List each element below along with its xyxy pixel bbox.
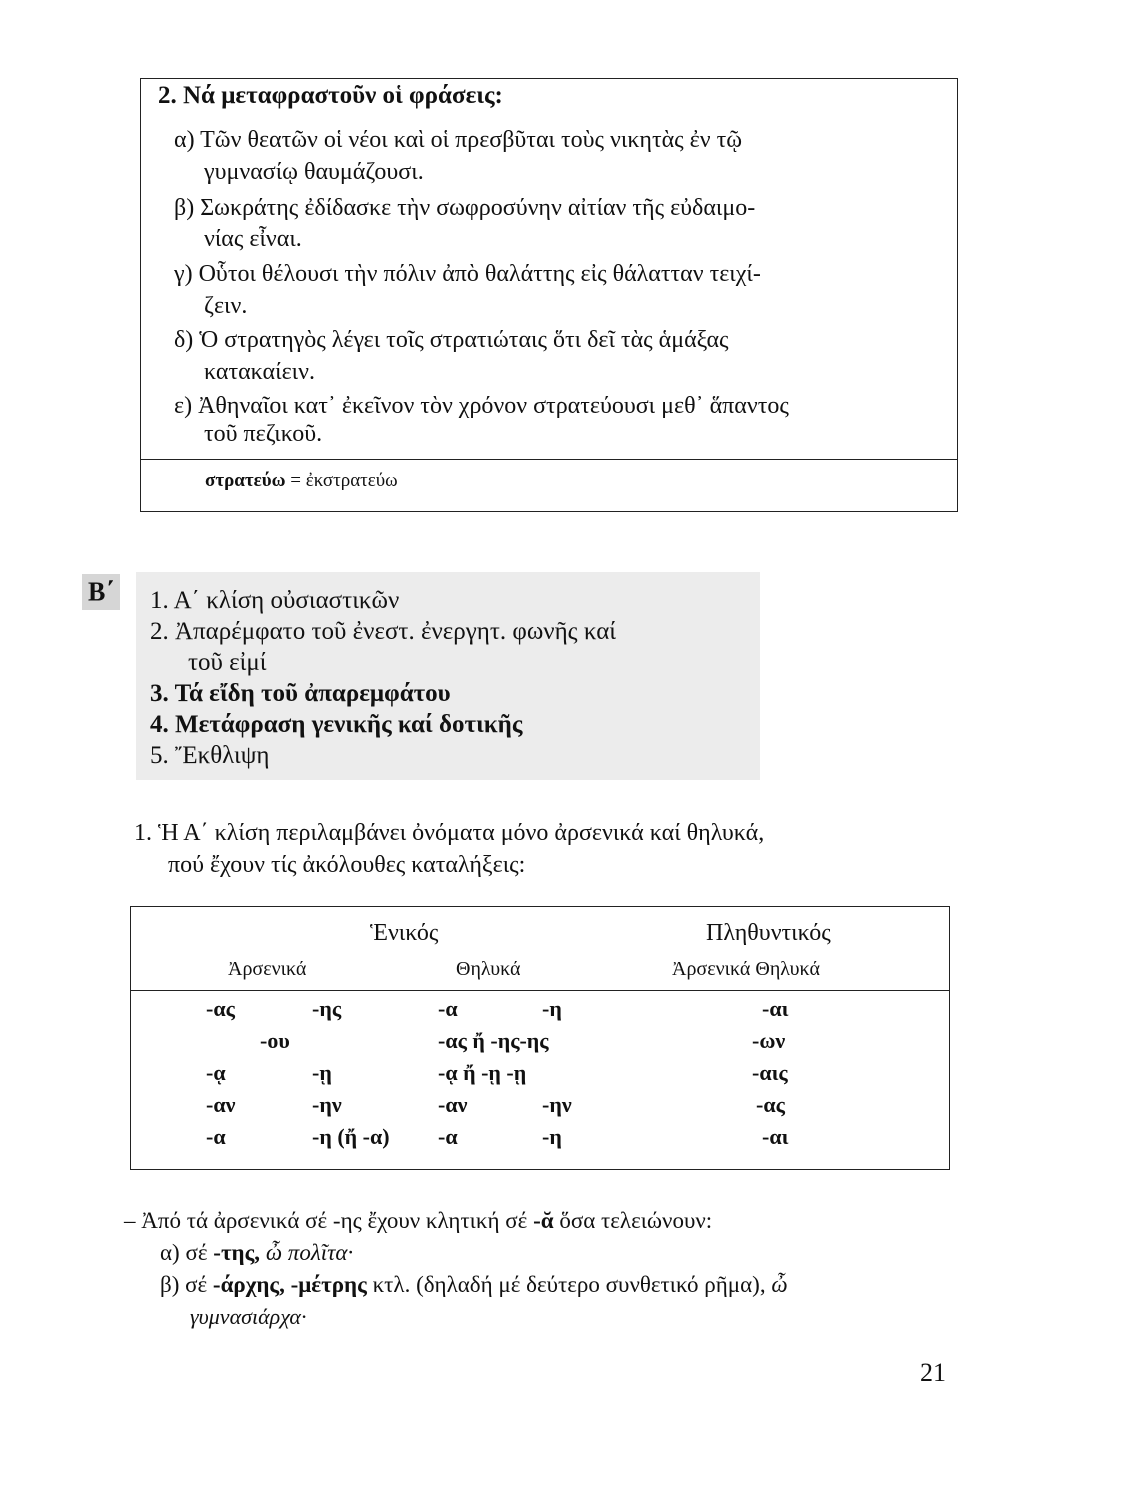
toc-number: 1.: [150, 587, 169, 614]
item-ending: -της,: [213, 1240, 261, 1265]
table-cell: -αν: [438, 1092, 468, 1117]
header-singular-masculine: Ἀρσενικά: [228, 958, 307, 980]
exercise-line: α) Τῶν θεατῶν οἱ νέοι καὶ οἱ πρεσβῦται τοὺς νικητὰς ἐν τῷ: [174, 127, 743, 153]
toc-number: 3.: [150, 680, 169, 707]
toc-item: [188, 648, 267, 678]
rule-ending: -ᾰ: [533, 1208, 554, 1233]
header-plural-both: Ἀρσενικά Θηλυκά: [672, 958, 820, 980]
item-ending: -άρχης, -μέτρης: [212, 1272, 367, 1297]
rule-text: – Ἀπό τά ἀρσενικά σέ -ης ἔχουν κλητική σέ: [124, 1208, 534, 1233]
exercise-divider: [140, 459, 958, 460]
rule-item-a: [160, 1240, 353, 1266]
table-cell: -η: [542, 996, 562, 1021]
section-b-marker: Β΄: [82, 574, 120, 610]
toc-item: [150, 679, 451, 709]
header-plural: Πληθυντικός: [706, 920, 831, 946]
page-number: 21: [920, 1358, 946, 1387]
table-cell: -αν: [206, 1092, 236, 1117]
table-cell: -α: [438, 996, 458, 1021]
table-cell: -α: [438, 1124, 458, 1149]
exercise-line: γυμνασίῳ θαυμάζουσι.: [204, 159, 424, 185]
item-example: ὦ: [765, 1272, 788, 1297]
exercise-line: ε) Ἀθηναῖοι κατ᾽ ἐκεῖνον τὸν χρόνον στρατεύουσι μεθ᾽ ἅπαντος: [174, 393, 789, 419]
toc-text: Ἔκθλιψη: [175, 742, 270, 769]
item-prefix: α) σέ: [160, 1240, 214, 1265]
table-cell: -α: [206, 1124, 226, 1149]
table-cell: -αι: [762, 996, 789, 1021]
toc-item: [150, 586, 399, 616]
exercise-line: γ) Οὗτοι θέλουσι τὴν πόλιν ἀπὸ θαλάττης εἰς θάλατταν τειχί-: [174, 261, 761, 287]
table-cell: -αις: [752, 1060, 788, 1085]
table-cell: -ας: [206, 996, 235, 1021]
table-cell: -ην: [542, 1092, 572, 1117]
note-term: στρατεύω: [205, 470, 286, 491]
paragraph-line: 1. Ἡ Α΄ κλίση περιλαμβάνει ὀνόματα μόνο ἀρσενικά καί θηλυκά,: [134, 820, 765, 846]
table-cell: -η: [542, 1124, 562, 1149]
table-cell: -ου: [260, 1028, 290, 1053]
table-cell: -ας ἤ -ης-ης: [438, 1028, 549, 1053]
exercise-line: νίας εἶναι.: [204, 226, 302, 252]
table-cell: -ην: [312, 1092, 342, 1117]
exercise-line: ζειν.: [204, 293, 248, 319]
toc-text: τοῦ εἰμί: [188, 649, 267, 676]
toc-item: [150, 710, 522, 740]
exercise-line: β) Σωκράτης ἐδίδασκε τὴν σωφροσύνην αἰτίαν τῆς εὐδαιμο-: [174, 195, 756, 221]
note-definition: = ἐκστρατεύω: [285, 470, 398, 491]
paragraph-line: πού ἔχουν τίς ἀκόλουθες καταλήξεις:: [168, 852, 526, 878]
exercise-title: 2. Νά μεταφραστοῦν οἱ φράσεις:: [158, 82, 503, 109]
table-cell: -ᾳ ἤ -ῃ -ῃ: [438, 1060, 527, 1085]
toc-text: Μετάφραση γενικῆς καί δοτικῆς: [175, 711, 523, 738]
item-example-continued: γυμνασιάρχα·: [190, 1304, 307, 1329]
rule-line: [124, 1208, 712, 1234]
toc-item: [150, 741, 269, 771]
rule-text-end: ὅσα τελειώνουν:: [553, 1208, 713, 1233]
header-singular: Ἑνικός: [370, 920, 439, 946]
table-cell: -ης: [312, 996, 342, 1021]
item-explanation: κτλ. (δηλαδή μέ δεύτερο συνθετικό ρῆμα),: [366, 1272, 766, 1297]
toc-item: [150, 617, 616, 647]
item-example: ὦ πολῖτα·: [260, 1240, 354, 1265]
toc-text: Ἀπαρέμφατο τοῦ ἐνεστ. ἐνεργητ. φωνῆς καί: [175, 618, 617, 645]
table-header-rule: [130, 990, 950, 991]
rule-item-b: [160, 1272, 788, 1298]
table-cell: -η (ἤ -α): [312, 1124, 390, 1149]
exercise-note: [205, 470, 398, 492]
table-cell: -αι: [762, 1124, 789, 1149]
toc-number: 4.: [150, 711, 169, 738]
header-singular-feminine: Θηλυκά: [456, 958, 521, 980]
toc-number: 2.: [150, 618, 169, 645]
table-cell: -ῃ: [312, 1060, 332, 1085]
exercise-line: τοῦ πεζικοῦ.: [204, 421, 323, 447]
exercise-line: κατακαίειν.: [204, 359, 315, 385]
toc-text: Α΄ κλίση οὐσιαστικῶν: [173, 587, 400, 614]
toc-text: Τά εἴδη τοῦ ἀπαρεμφάτου: [174, 680, 451, 707]
item-prefix: β) σέ: [160, 1272, 213, 1297]
table-cell: -ας: [756, 1092, 785, 1117]
toc-number: 5.: [150, 742, 169, 769]
exercise-line: δ) Ὁ στρατηγὸς λέγει τοῖς στρατιώταις ὅτι δεῖ τὰς ἁμάξας: [174, 327, 729, 353]
table-cell: -ᾳ: [206, 1060, 226, 1085]
table-cell: -ων: [752, 1028, 786, 1053]
